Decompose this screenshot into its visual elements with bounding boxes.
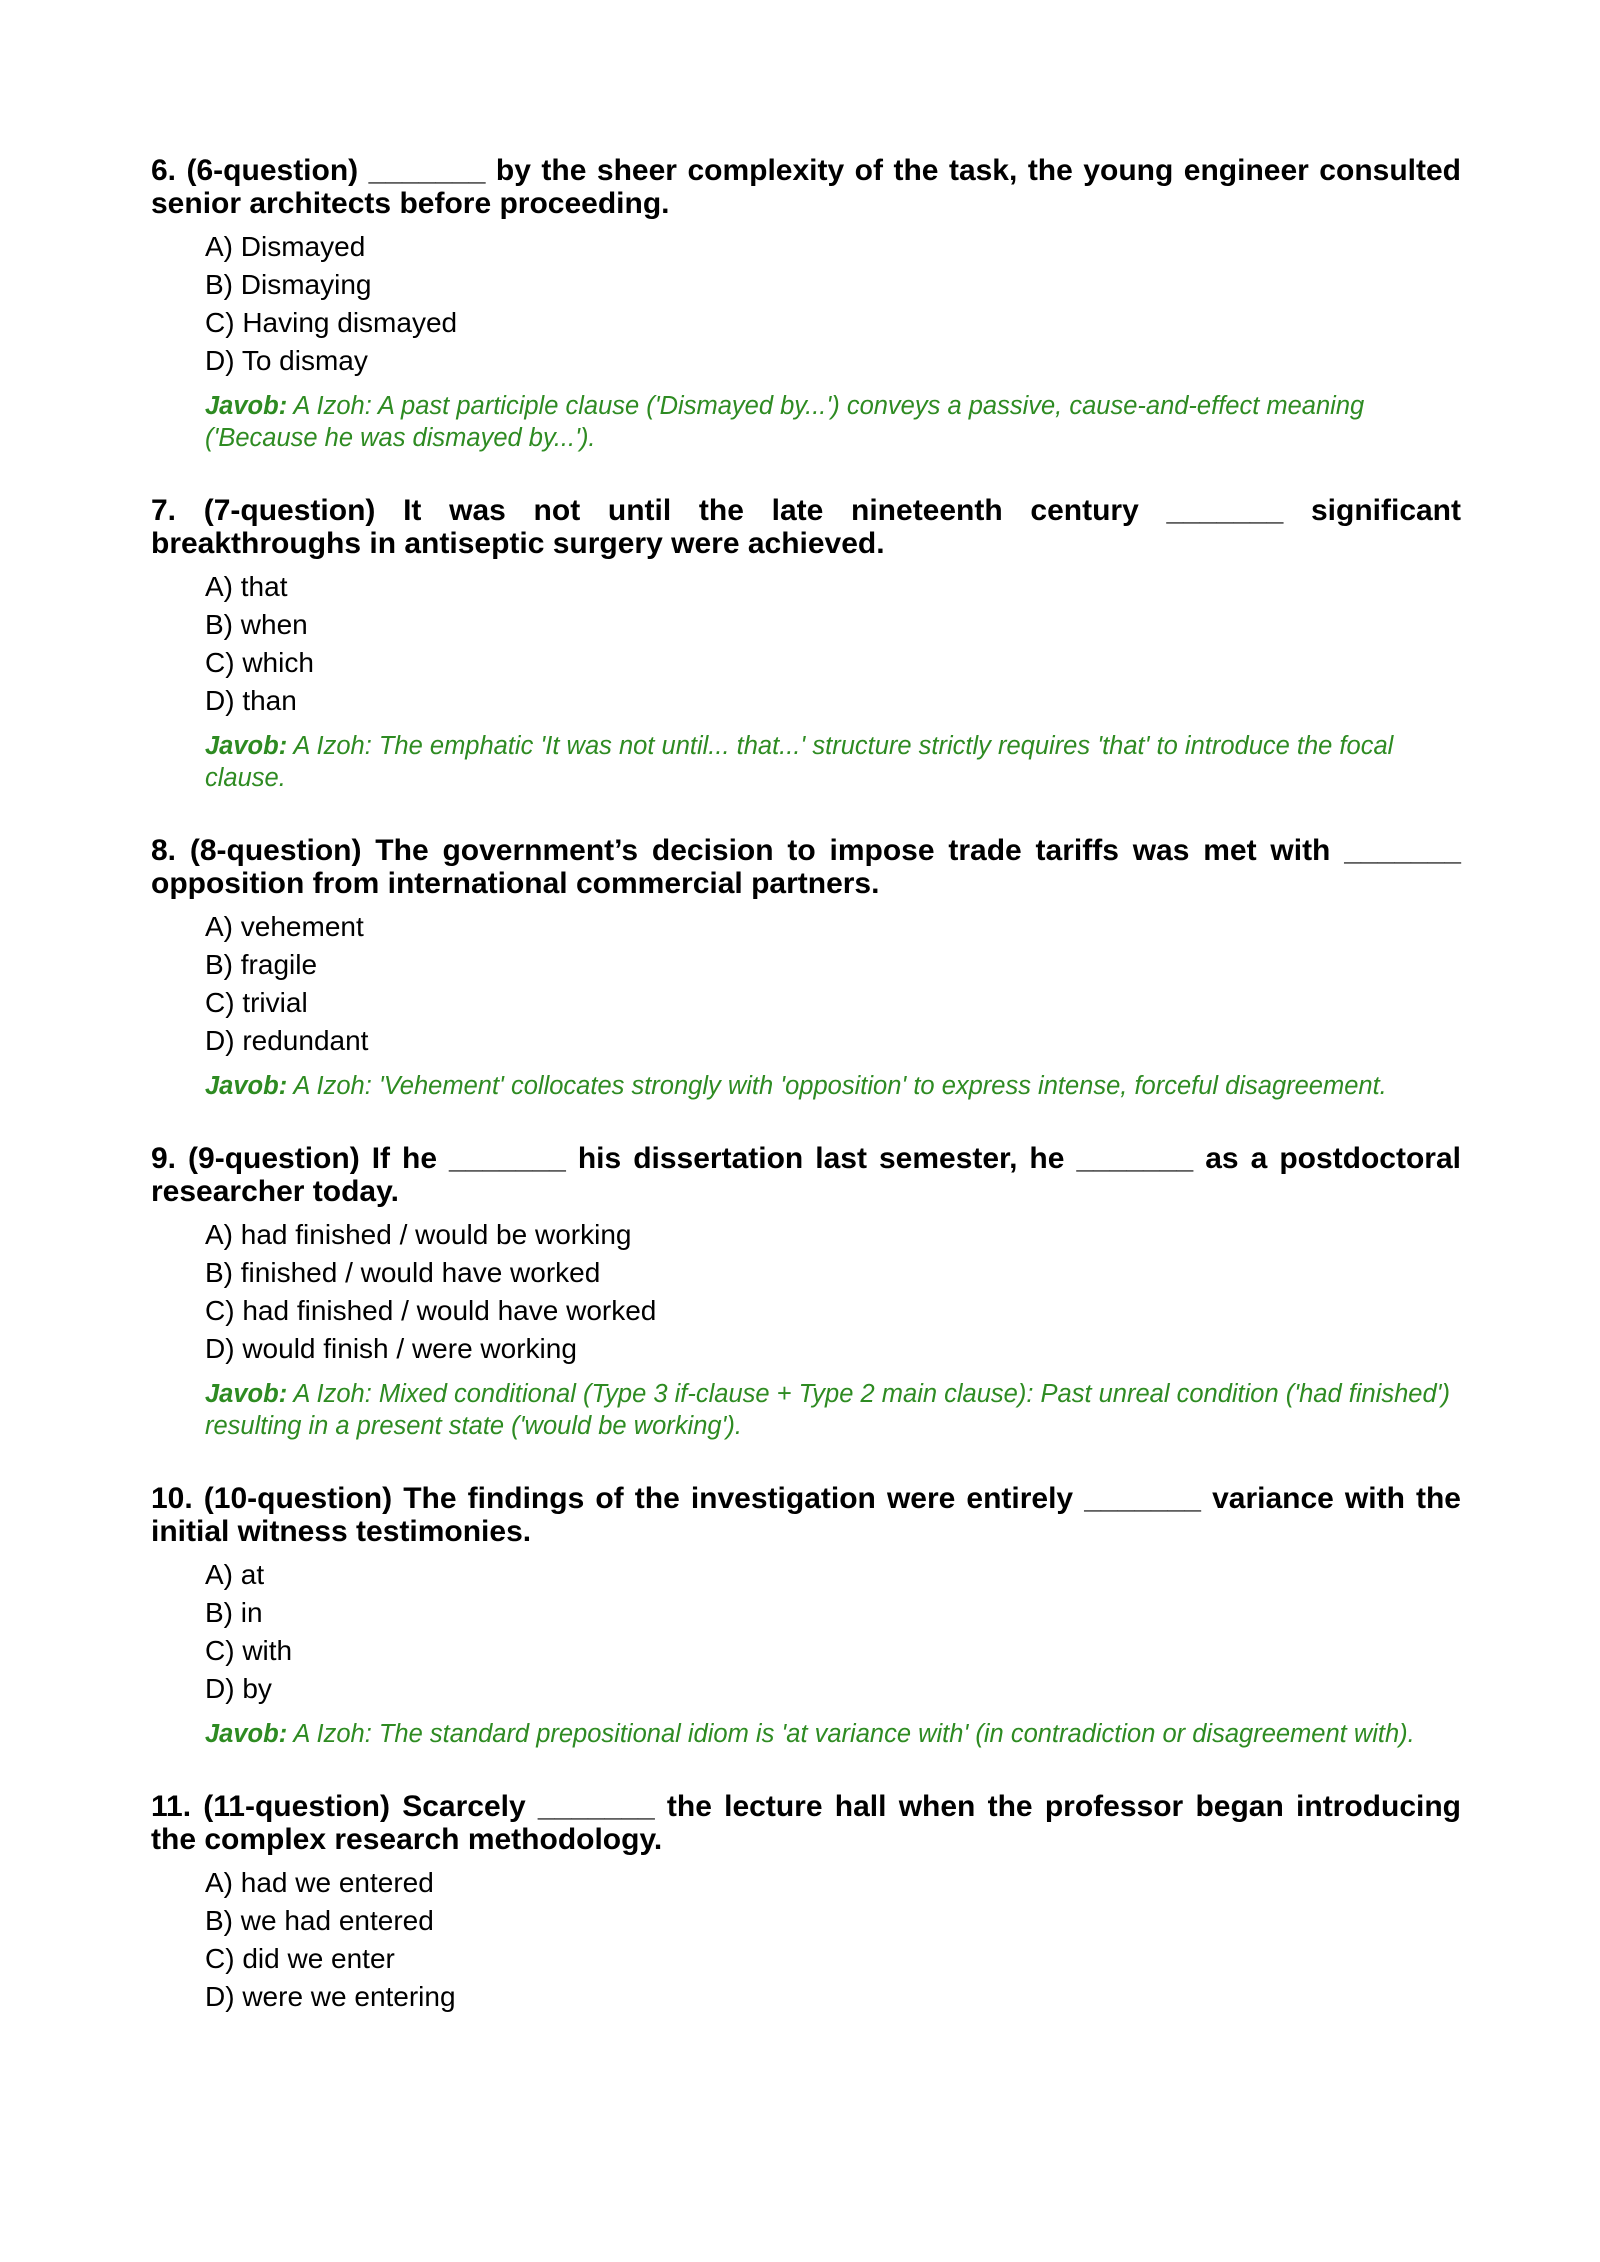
option-d: D) were we entering (205, 1981, 456, 2012)
option-c: C) with (205, 1635, 293, 1666)
question-10 (151, 1482, 1461, 1750)
option-b: B) fragile (205, 949, 318, 980)
answer-explanation (205, 1070, 1461, 1102)
options-list (205, 1864, 1461, 2016)
question-9 (151, 1142, 1461, 1442)
question-stem: 8. (8-question) The government’s decision to impose trade tariffs was met with _______ opposition from international commercial partners. (151, 834, 1461, 900)
option-c: C) had finished / would have worked (205, 1295, 657, 1326)
answer-label: Javob: (205, 1072, 288, 1100)
options-list (205, 228, 1461, 380)
answer-text: A Izoh: A past participle clause ('Dismayed by...') conveys a passive, cause-and-effect meaning ('Because he was dismayed by...'). (205, 392, 1365, 452)
question-stem: 6. (6-question) _______ by the sheer complexity of the task, the young engineer consulted senior architects before proceeding. (151, 154, 1461, 220)
option-a: A) Dismayed (205, 231, 366, 262)
answer-explanation (205, 390, 1461, 454)
option-d: D) by (205, 1673, 272, 1704)
quiz-page (151, 154, 1461, 2016)
option-b: B) Dismaying (205, 269, 372, 300)
option-b: B) in (205, 1597, 263, 1628)
option-b: B) when (205, 609, 308, 640)
option-d: D) To dismay (205, 345, 368, 376)
options-list (205, 1556, 1461, 1708)
question-11 (151, 1790, 1461, 2016)
question-8 (151, 834, 1461, 1102)
option-a: A) had we entered (205, 1867, 434, 1898)
option-c: C) did we enter (205, 1943, 395, 1974)
answer-label: Javob: (205, 392, 288, 420)
answer-text: A Izoh: The emphatic 'It was not until... that...' structure strictly requires 'that' to introduce the focal clause. (205, 732, 1394, 792)
option-a: A) at (205, 1559, 265, 1590)
option-c: C) which (205, 647, 314, 678)
option-b: B) we had entered (205, 1905, 434, 1936)
option-c: C) Having dismayed (205, 307, 458, 338)
question-stem: 7. (7-question) It was not until the late nineteenth century _______ significant breakthroughs in antiseptic surgery were achieved. (151, 494, 1461, 560)
option-b: B) finished / would have worked (205, 1257, 601, 1288)
question-7 (151, 494, 1461, 794)
answer-label: Javob: (205, 1720, 288, 1748)
answer-label: Javob: (205, 1380, 288, 1408)
answer-explanation (205, 1378, 1461, 1442)
option-a: A) vehement (205, 911, 364, 942)
question-6 (151, 154, 1461, 454)
options-list (205, 568, 1461, 720)
option-d: D) than (205, 685, 297, 716)
option-d: D) redundant (205, 1025, 369, 1056)
option-a: A) that (205, 571, 288, 602)
question-stem: 11. (11-question) Scarcely _______ the lecture hall when the professor began introducing the complex research methodology. (151, 1790, 1461, 1856)
answer-text: A Izoh: 'Vehement' collocates strongly with 'opposition' to express intense, forceful disagreement. (293, 1072, 1387, 1100)
question-stem: 10. (10-question) The findings of the investigation were entirely _______ variance with the initial witness testimonies. (151, 1482, 1461, 1548)
options-list (205, 908, 1461, 1060)
answer-label: Javob: (205, 732, 288, 760)
options-list (205, 1216, 1461, 1368)
option-a: A) had finished / would be working (205, 1219, 632, 1250)
answer-text: A Izoh: Mixed conditional (Type 3 if-clause + Type 2 main clause): Past unreal condition ('had finished') resulting in a present state ('would be working'). (205, 1380, 1450, 1440)
answer-explanation (205, 730, 1461, 794)
question-stem: 9. (9-question) If he _______ his dissertation last semester, he _______ as a postdoctoral researcher today. (151, 1142, 1461, 1208)
answer-explanation (205, 1718, 1461, 1750)
option-c: C) trivial (205, 987, 308, 1018)
option-d: D) would finish / were working (205, 1333, 577, 1364)
answer-text: A Izoh: The standard prepositional idiom is 'at variance with' (in contradiction or disagreement with). (293, 1720, 1415, 1748)
